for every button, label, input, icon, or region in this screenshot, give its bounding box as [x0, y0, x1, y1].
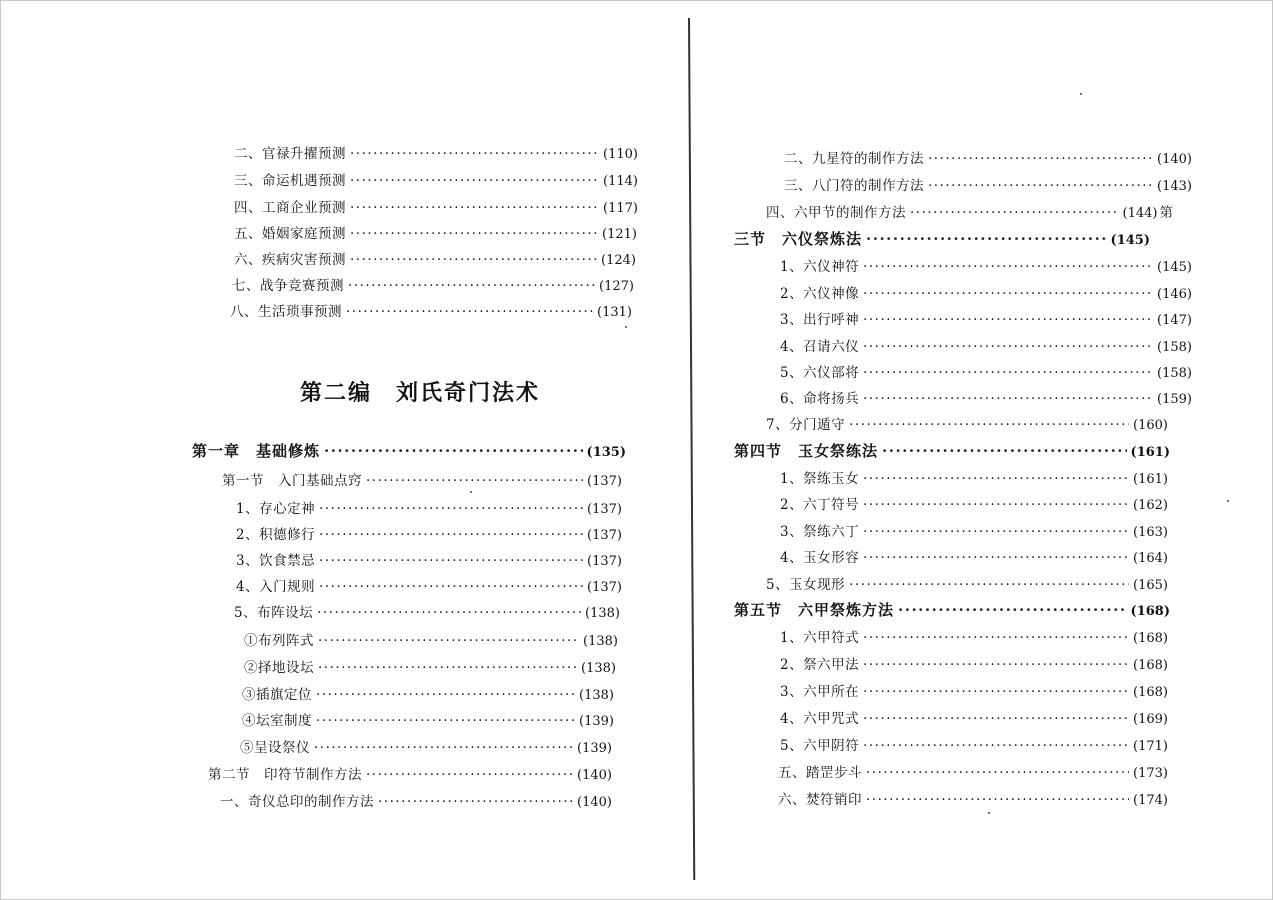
toc-entry-label: 七、战争竞赛预测 [232, 278, 344, 294]
toc-entry [220, 793, 612, 811]
dot-leader [863, 656, 1129, 674]
toc-entry [236, 500, 622, 518]
dot-leader [863, 523, 1129, 541]
toc-section-heading [734, 601, 1170, 619]
toc-entry-page: (145) [1157, 260, 1192, 275]
dot-leader [378, 793, 573, 811]
toc-entry [784, 150, 1192, 168]
toc-entry [780, 710, 1168, 728]
toc-entry-suffix: 第 [1159, 205, 1173, 221]
scan-speck [625, 326, 627, 328]
dot-leader [346, 303, 593, 321]
toc-entry [780, 470, 1168, 488]
scan-speck [1080, 93, 1082, 95]
toc-entry [780, 285, 1192, 303]
dot-leader [319, 526, 583, 544]
toc-entry-label: 4、召请六仪 [780, 339, 860, 355]
dot-leader [863, 285, 1153, 303]
toc-entry-page: (131) [597, 305, 632, 320]
dot-leader [863, 737, 1129, 755]
scan-speck [988, 812, 990, 814]
dot-leader [319, 500, 583, 518]
toc-entry-label: 3、祭练六丁 [780, 524, 860, 540]
toc-entry-label: 2、六仪神像 [780, 286, 860, 302]
toc-entry-page: (138) [579, 688, 614, 703]
toc-entry [780, 629, 1168, 647]
toc-entry [234, 604, 620, 622]
dot-leader [863, 364, 1153, 382]
toc-entry-page: (137) [587, 528, 622, 543]
toc-entry-label: 2、六丁符号 [780, 497, 860, 513]
toc-entry-page: (168) [1133, 658, 1168, 673]
toc-entry-page: (168) [1133, 631, 1168, 646]
toc-entry-label: 5、六甲阴符 [780, 738, 860, 754]
toc-entry [778, 791, 1168, 809]
dot-leader [928, 177, 1153, 195]
toc-entry [234, 172, 638, 190]
toc-entry-label: ⑤呈设祭仪 [240, 740, 310, 756]
toc-entry-page: (137) [587, 502, 622, 517]
toc-entry-page: (137) [587, 554, 622, 569]
dot-leader [863, 549, 1129, 567]
toc-section-heading [734, 442, 1170, 460]
toc-entry-label: 第二节 印符节制作方法 [208, 767, 362, 783]
toc-entry-label: 四、工商企业预测 [234, 200, 346, 216]
toc-entry [232, 277, 634, 295]
toc-entry-label: 二、九星符的制作方法 [784, 151, 924, 167]
toc-entry [780, 364, 1192, 382]
toc-entry [766, 416, 1168, 434]
dot-leader [318, 659, 577, 677]
toc-entry-label: 第一节 入门基础点窍 [222, 473, 362, 489]
toc-entry [766, 576, 1168, 594]
dot-leader [863, 311, 1153, 329]
toc-entry-page: (110) [603, 147, 638, 162]
toc-entry-label: 7、分门遁守 [766, 417, 846, 433]
toc-entry [234, 251, 636, 269]
toc-entry-page: (121) [602, 227, 637, 242]
toc-entry-label: 3、六甲所在 [780, 684, 860, 700]
toc-entry-label: 1、存心定神 [236, 501, 316, 517]
toc-entry-label: ①布列阵式 [244, 633, 314, 649]
toc-section-heading [208, 766, 612, 784]
toc-entry-page: (124) [601, 253, 636, 268]
dot-leader [319, 552, 583, 570]
toc-entry-label: 1、祭练玉女 [780, 471, 860, 487]
dot-leader [866, 230, 1107, 248]
toc-entry-page: (168) [1133, 685, 1168, 700]
toc-entry-label: ④坛室制度 [242, 713, 312, 729]
toc-entry-label: 二、官禄升擢预测 [234, 146, 346, 162]
toc-entry [780, 390, 1192, 408]
toc-entry-label: 4、入门规则 [236, 579, 316, 595]
dot-leader [866, 791, 1129, 809]
toc-entry-page: (114) [603, 174, 638, 189]
toc-entry-page: (140) [1157, 152, 1192, 167]
dot-leader [863, 710, 1129, 728]
dot-leader [863, 629, 1129, 647]
dot-leader [350, 225, 598, 243]
toc-entry [780, 683, 1168, 701]
toc-entry-label: 第四节 玉女祭练法 [734, 442, 879, 460]
toc-entry-label: 三、命运机遇预测 [234, 173, 346, 189]
toc-entry-page: (169) [1133, 712, 1168, 727]
toc-entry [230, 303, 632, 321]
toc-entry-label: 八、生活琐事预测 [230, 304, 342, 320]
toc-entry [780, 737, 1168, 755]
toc-entry-page: (137) [587, 580, 622, 595]
toc-entry [766, 204, 1173, 222]
toc-entry-label: 1、六仪神符 [780, 259, 860, 275]
dot-leader [350, 199, 599, 217]
dot-leader [898, 601, 1127, 619]
toc-entry-page: (138) [581, 661, 616, 676]
toc-entry-page: (164) [1133, 551, 1168, 566]
dot-leader [319, 578, 583, 596]
dot-leader [863, 258, 1153, 276]
toc-entry-page: (174) [1133, 793, 1168, 808]
right-page [690, 0, 1273, 900]
toc-entry-label: 4、六甲咒式 [780, 711, 860, 727]
toc-entry-label: 5、布阵设坛 [234, 605, 314, 621]
dot-leader [350, 251, 597, 269]
dot-leader [928, 150, 1153, 168]
toc-entry-label: 6、命将扬兵 [780, 391, 860, 407]
dot-leader [348, 277, 595, 295]
dot-leader [317, 604, 581, 622]
toc-entry [780, 338, 1192, 356]
toc-entry-page: (145) [1110, 233, 1150, 248]
toc-entry-page: (163) [1133, 525, 1168, 540]
toc-entry-label: 六、焚符销印 [778, 792, 862, 808]
dot-leader [863, 496, 1129, 514]
toc-entry-page: (161) [1133, 472, 1168, 487]
dot-leader [366, 472, 583, 490]
toc-entry-page: (138) [585, 606, 620, 621]
toc-entry-label: 2、积德修行 [236, 527, 316, 543]
toc-entry-page: (168) [1130, 604, 1170, 619]
dot-leader [863, 338, 1153, 356]
toc-entry [234, 145, 638, 163]
toc-entry-page: (143) [1157, 179, 1192, 194]
toc-entry-label: 一、奇仪总印的制作方法 [220, 794, 374, 810]
toc-entry-page: (139) [579, 714, 614, 729]
scan-speck [470, 491, 472, 493]
toc-entry-label: 五、踏罡步斗 [778, 765, 862, 781]
dot-leader [863, 390, 1153, 408]
part-title: 第二编 刘氏奇门法术 [299, 381, 540, 406]
right-toc [690, 0, 1273, 900]
toc-entry [780, 656, 1168, 674]
toc-entry-page: (117) [603, 201, 638, 216]
dot-leader [866, 764, 1129, 782]
toc-entry [236, 552, 622, 570]
toc-entry-label: 五、婚姻家庭预测 [234, 226, 346, 242]
toc-entry [778, 764, 1168, 782]
toc-entry-page: (171) [1133, 739, 1168, 754]
scan-speck [1227, 500, 1229, 502]
toc-entry [784, 177, 1192, 195]
dot-leader [849, 416, 1129, 434]
toc-entry-page: (140) [577, 795, 612, 810]
toc-entry-label: 第一章 基础修炼 [192, 442, 321, 460]
toc-entry [244, 632, 618, 650]
toc-entry-label: 4、玉女形容 [780, 550, 860, 566]
dot-leader [849, 576, 1129, 594]
toc-chapter-heading [192, 442, 626, 460]
toc-entry [242, 712, 614, 730]
toc-entry-page: (135) [586, 445, 626, 460]
toc-entry-page: (165) [1133, 578, 1168, 593]
toc-entry-page: (144) [1122, 206, 1158, 221]
dot-leader [316, 712, 575, 730]
toc-entry [236, 578, 622, 596]
dot-leader [366, 766, 573, 784]
toc-entry [234, 225, 637, 243]
toc-section-heading [734, 230, 1150, 248]
toc-entry-page: (139) [577, 741, 612, 756]
toc-entry-page: (137) [587, 474, 622, 489]
toc-section-heading [222, 472, 622, 490]
toc-entry-page: (158) [1157, 340, 1192, 355]
dot-leader [350, 172, 599, 190]
toc-entry-label: 1、六甲符式 [780, 630, 860, 646]
toc-entry-page: (140) [577, 768, 612, 783]
toc-entry [780, 496, 1168, 514]
toc-entry [236, 526, 622, 544]
toc-entry-page: (173) [1133, 766, 1168, 781]
toc-entry-page: (138) [583, 634, 618, 649]
toc-entry [780, 258, 1192, 276]
toc-entry-label: 5、玉女现形 [766, 577, 846, 593]
dot-leader [863, 683, 1129, 701]
toc-entry [780, 549, 1168, 567]
toc-entry [780, 523, 1168, 541]
toc-entry-label: 2、祭六甲法 [780, 657, 860, 673]
dot-leader [910, 204, 1119, 222]
toc-entry-page: (162) [1133, 498, 1168, 513]
toc-entry-label: 第五节 六甲祭炼方法 [734, 601, 895, 619]
toc-entry-page: (158) [1157, 366, 1192, 381]
dot-leader [324, 442, 583, 460]
toc-entry [244, 659, 616, 677]
toc-entry-page: (160) [1133, 418, 1168, 433]
toc-entry-label: 三节 六仪祭炼法 [734, 230, 863, 248]
toc-entry-label: ②择地设坛 [244, 660, 314, 676]
toc-entry [780, 311, 1192, 329]
toc-entry [234, 199, 638, 217]
dot-leader [882, 442, 1127, 460]
dot-leader [318, 632, 579, 650]
toc-entry-page: (146) [1157, 287, 1192, 302]
dot-leader [350, 145, 599, 163]
toc-entry-label: 四、六甲节的制作方法 [766, 205, 906, 221]
toc-entry-label: 六、疾病灾害预测 [234, 252, 346, 268]
toc-entry-page: (127) [599, 279, 634, 294]
toc-entry-page: (161) [1130, 445, 1170, 460]
toc-entry-page: (147) [1157, 313, 1192, 328]
dot-leader [863, 470, 1129, 488]
toc-entry-label: ③插旗定位 [242, 687, 312, 703]
dot-leader [316, 686, 575, 704]
toc-entry-label: 三、八门符的制作方法 [784, 178, 924, 194]
toc-entry-label: 3、出行呼神 [780, 312, 860, 328]
toc-entry-page: (159) [1157, 392, 1192, 407]
dot-leader [314, 739, 573, 757]
toc-entry-label: 3、饮食禁忌 [236, 553, 316, 569]
toc-entry [242, 686, 614, 704]
toc-entry [240, 739, 612, 757]
toc-entry-label: 5、六仪部将 [780, 365, 860, 381]
